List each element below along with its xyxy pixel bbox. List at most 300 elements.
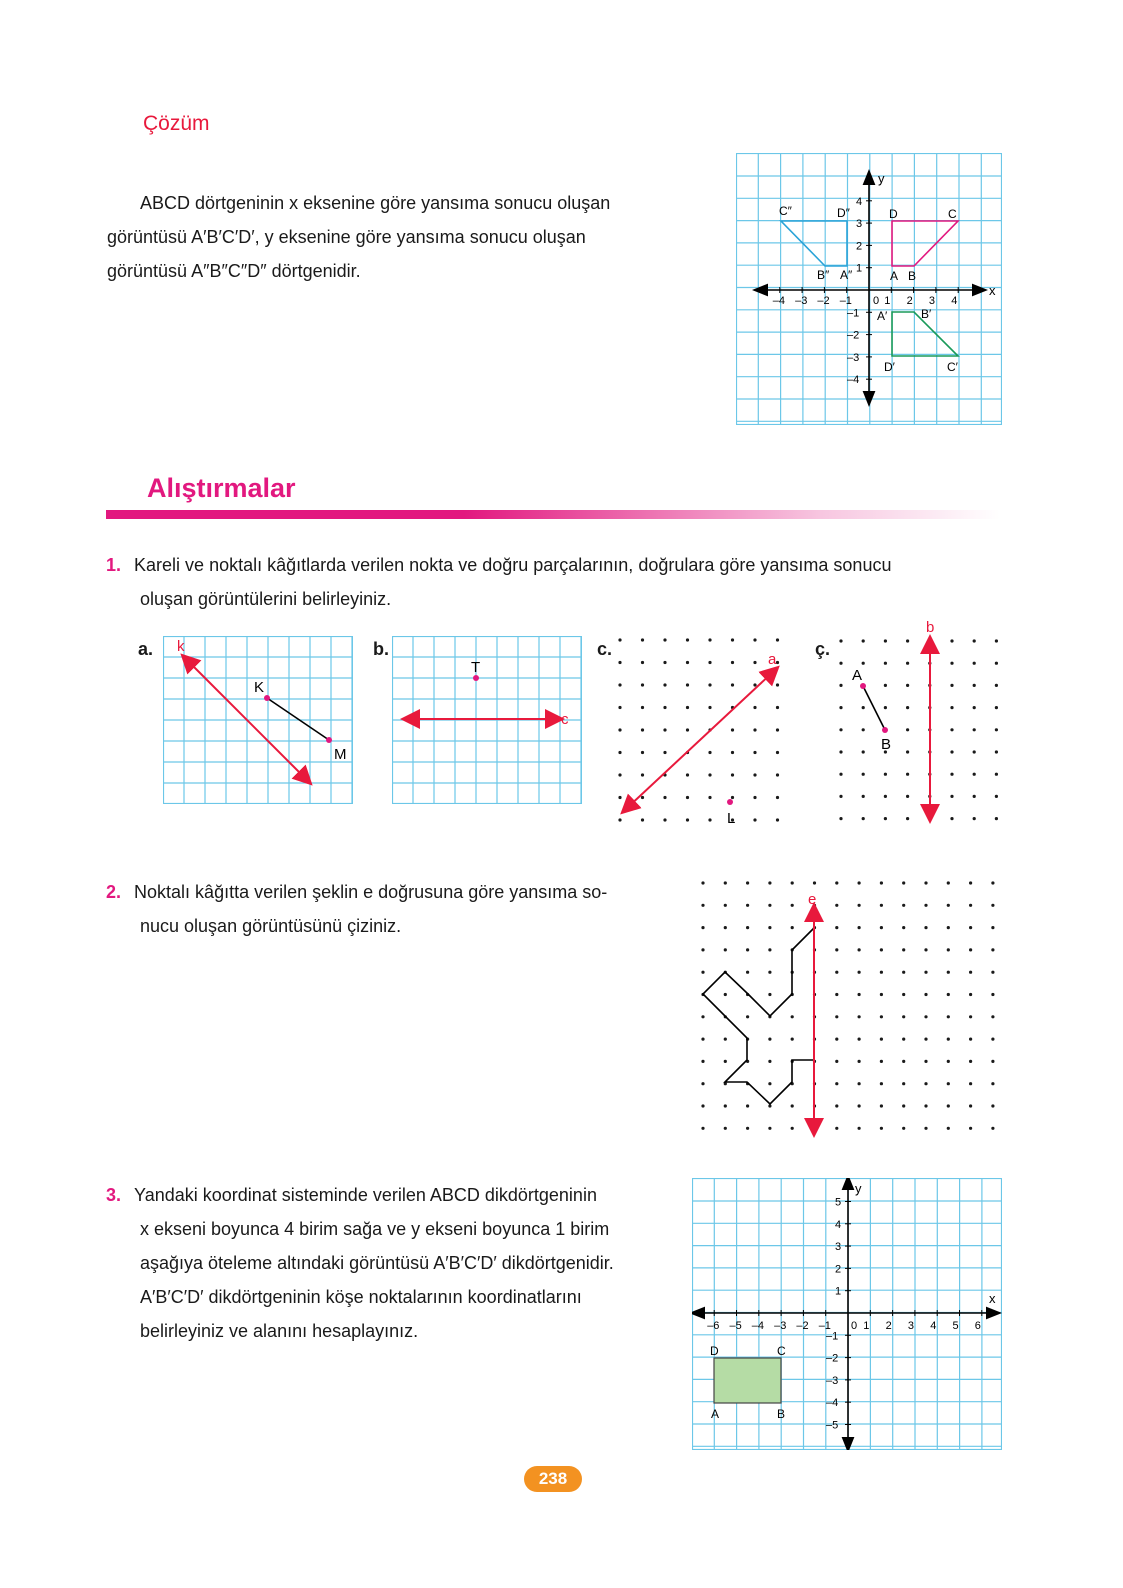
label-a: A: [890, 269, 899, 283]
grid-dot: [862, 773, 865, 776]
grid-dot: [835, 1038, 838, 1041]
x-tick-label: 0: [873, 295, 880, 307]
grid-dot: [839, 750, 842, 753]
grid-dot: [663, 683, 666, 686]
grid-dot: [973, 773, 976, 776]
grid-dot: [995, 773, 998, 776]
grid-dot: [969, 1060, 972, 1063]
grid-dot: [701, 948, 704, 951]
grid-dot: [708, 683, 711, 686]
grid-dot: [701, 926, 704, 929]
y-axis-label: y: [878, 171, 885, 186]
grid-dot: [724, 881, 727, 884]
grid-dot: [641, 818, 644, 821]
grid-dot: [858, 881, 861, 884]
grid-dot: [835, 1082, 838, 1085]
grid-dot: [924, 993, 927, 996]
y-tick-label: –1: [847, 307, 860, 320]
grid-dot: [880, 904, 883, 907]
grid-dot: [950, 817, 953, 820]
grid-dot: [663, 706, 666, 709]
grid-dot: [906, 684, 909, 687]
grid-dot: [969, 993, 972, 996]
grid-dot: [902, 948, 905, 951]
grid-dot: [947, 1060, 950, 1063]
part-d-label: ç.: [815, 639, 831, 659]
grid-dot: [618, 773, 621, 776]
grid-dot: [862, 728, 865, 731]
part-b-label: b.: [373, 639, 389, 659]
grid-dot: [902, 993, 905, 996]
grid-dot: [776, 683, 779, 686]
page-number: 238: [524, 1466, 582, 1492]
grid-dot: [902, 1127, 905, 1130]
grid-dot: [686, 706, 689, 709]
grid-dot: [858, 1038, 861, 1041]
y-tick-label: –4: [826, 1397, 839, 1410]
grid-dot: [924, 926, 927, 929]
x-tick-label: –4: [772, 295, 786, 307]
grid-dot: [724, 993, 727, 996]
grid-dot: [947, 971, 950, 974]
label-c1: C′: [947, 360, 958, 374]
grid-dot: [969, 1015, 972, 1018]
point-m: [326, 737, 332, 743]
grid-dot: [880, 1082, 883, 1085]
grid-dot: [835, 971, 838, 974]
grid-dot: [947, 948, 950, 951]
grid-dot: [641, 683, 644, 686]
grid-dot: [950, 795, 953, 798]
grid-dot: [862, 795, 865, 798]
grid-dot: [947, 993, 950, 996]
grid-dot: [902, 1038, 905, 1041]
grid-dot: [995, 750, 998, 753]
grid-dot: [641, 773, 644, 776]
grid-dot: [969, 948, 972, 951]
grid-dot: [858, 1127, 861, 1130]
grid-dot: [768, 948, 771, 951]
line-a-label: a: [768, 651, 777, 668]
grid-dot: [991, 1127, 994, 1130]
grid-dot: [708, 706, 711, 709]
grid-dot: [924, 1127, 927, 1130]
grid-dot: [791, 881, 794, 884]
grid-dot: [839, 795, 842, 798]
grid-dot: [858, 1082, 861, 1085]
label-d: D: [889, 207, 898, 221]
grid-dot: [776, 661, 779, 664]
grid-dot: [924, 1060, 927, 1063]
grid-dot: [768, 904, 771, 907]
grid-dot: [618, 728, 621, 731]
grid-dot: [995, 684, 998, 687]
grid-dot: [776, 773, 779, 776]
grid-dot: [906, 662, 909, 665]
exercise-2-figure: [692, 872, 1004, 1138]
x-tick-label: –2: [796, 1320, 809, 1332]
grid-dot: [858, 904, 861, 907]
grid-dot: [880, 1015, 883, 1018]
grid-dot: [731, 796, 734, 799]
grid-dot: [880, 881, 883, 884]
grid-dot: [858, 993, 861, 996]
x-tick-label: –4: [751, 1320, 765, 1332]
grid-dot: [724, 1038, 727, 1041]
grid-dot: [902, 904, 905, 907]
grid-dot: [858, 971, 861, 974]
grid-dot: [731, 661, 734, 664]
grid-dot: [973, 817, 976, 820]
grid-dot: [991, 971, 994, 974]
grid-dot: [776, 818, 779, 821]
rectangle-abcd: [714, 1358, 781, 1403]
label-a1: A′: [877, 309, 888, 323]
exercise-3-number: 3.: [106, 1185, 122, 1205]
y-tick-label: 4: [835, 1218, 842, 1231]
grid-dot: [835, 1104, 838, 1107]
grid-dot: [947, 881, 950, 884]
label-c2: C″: [779, 204, 792, 218]
grid-dot: [708, 818, 711, 821]
grid-dot: [663, 796, 666, 799]
grid-dot: [902, 926, 905, 929]
y-tick-label: 1: [856, 262, 863, 275]
grid-dot: [947, 926, 950, 929]
x-tick-label: –3: [795, 295, 808, 307]
grid-dot: [791, 1038, 794, 1041]
grid-dot: [724, 1060, 727, 1063]
exercises-title: Alıştırmalar: [147, 473, 296, 503]
grid-dot: [776, 706, 779, 709]
grid-dot: [686, 796, 689, 799]
x-tick-label: 5: [952, 1320, 959, 1332]
grid-dot: [991, 926, 994, 929]
grid-dot: [839, 639, 842, 642]
grid-dot: [776, 638, 779, 641]
grid-dot: [663, 638, 666, 641]
grid-dot: [731, 773, 734, 776]
point-b-label: B: [881, 736, 892, 753]
grid-dot: [991, 1060, 994, 1063]
grid-dot: [991, 948, 994, 951]
grid-dot: [924, 1015, 927, 1018]
grid-dot: [947, 1082, 950, 1085]
exercise-3-line-3: aşağıya öteleme altındaki görüntüsü A′B′C′D′ dikdörtgenidir.: [140, 1253, 614, 1273]
grid-dot: [906, 728, 909, 731]
label-b2: B″: [817, 268, 830, 282]
grid-dot: [618, 683, 621, 686]
grid-dot: [753, 796, 756, 799]
grid-dot: [701, 1015, 704, 1018]
grid-dot: [768, 1038, 771, 1041]
exercise-3-line-2: x ekseni boyunca 4 birim sağa ve y ekseni boyunca 1 birim: [140, 1219, 610, 1239]
grid-dot: [701, 881, 704, 884]
grid-dot: [880, 926, 883, 929]
grid-dot: [641, 706, 644, 709]
grid-dot: [839, 706, 842, 709]
grid-dot: [906, 773, 909, 776]
grid-dot: [839, 773, 842, 776]
grid-dot: [858, 1060, 861, 1063]
part-c-label: c.: [597, 639, 613, 659]
label-b1: B′: [921, 307, 932, 321]
grid-dot: [753, 683, 756, 686]
grid-dot: [839, 684, 842, 687]
grid-dot: [991, 1038, 994, 1041]
grid-dot: [884, 795, 887, 798]
grid-dot: [618, 638, 621, 641]
grid-dot: [791, 1015, 794, 1018]
grid-dot: [924, 971, 927, 974]
grid-dot: [746, 1104, 749, 1107]
exercise-1-number: 1.: [106, 555, 122, 575]
part-c-figure: [608, 630, 800, 826]
y-tick-label: –3: [847, 351, 860, 364]
grid-dot: [928, 817, 931, 820]
grid-dot: [924, 881, 927, 884]
given-shape: [703, 928, 814, 1104]
point-l-label: L: [727, 810, 736, 826]
grid-dot: [950, 662, 953, 665]
grid-dot: [791, 904, 794, 907]
grid-dot: [753, 818, 756, 821]
grid-dot: [753, 661, 756, 664]
grid-dot: [947, 904, 950, 907]
grid-dot: [991, 1104, 994, 1107]
grid-dot: [880, 1038, 883, 1041]
grid-dot: [701, 1127, 704, 1130]
grid-dot: [973, 750, 976, 753]
grid-dot: [950, 773, 953, 776]
grid-dot: [969, 1082, 972, 1085]
line-b-label: b: [926, 619, 935, 636]
grid-dot: [839, 662, 842, 665]
point-b: [882, 727, 888, 733]
segment-km: [267, 698, 329, 740]
grid-dot: [686, 818, 689, 821]
y-tick-label: –4: [847, 374, 860, 387]
grid-dot: [969, 926, 972, 929]
grid-dot: [880, 1060, 883, 1063]
grid-dot: [835, 926, 838, 929]
grid-dot: [906, 750, 909, 753]
grid-dot: [950, 750, 953, 753]
grid-dot: [641, 751, 644, 754]
grid-dot: [880, 948, 883, 951]
grid-dot: [724, 1104, 727, 1107]
y-tick-label: 2: [856, 240, 863, 253]
x-tick-label: 1: [884, 295, 891, 307]
y-tick-label: 3: [856, 218, 863, 231]
x-tick-label: 6: [974, 1320, 981, 1332]
grid-dot: [708, 638, 711, 641]
solution-line-1: ABCD dörtgeninin x eksenine göre yansıma sonucu oluşan: [140, 193, 611, 213]
grid-dot: [858, 1015, 861, 1018]
grid-dot: [724, 926, 727, 929]
grid-dot: [902, 1104, 905, 1107]
grid-dot: [884, 662, 887, 665]
grid-dot: [835, 881, 838, 884]
y-tick-label: –2: [847, 329, 860, 342]
grid-dot: [746, 948, 749, 951]
grid-dot: [686, 683, 689, 686]
exercise-1-line-1: Kareli ve noktalı kâğıtlarda verilen nokta ve doğru parçalarının, doğrulara göre yansıma sonucu: [134, 555, 892, 575]
grid-dot: [902, 971, 905, 974]
grid-dot: [776, 796, 779, 799]
grid-dot: [746, 904, 749, 907]
grid-dot: [995, 728, 998, 731]
grid-dot: [880, 1104, 883, 1107]
line-k-label: k: [177, 638, 185, 655]
grid-dot: [969, 1038, 972, 1041]
grid-dot: [947, 1015, 950, 1018]
x-tick-label: –2: [817, 295, 830, 307]
grid-dot: [708, 773, 711, 776]
point-k: [264, 695, 270, 701]
grid-dot: [991, 904, 994, 907]
grid-dot: [862, 662, 865, 665]
x-tick-label: 2: [885, 1320, 892, 1332]
label-c: C: [777, 1344, 786, 1358]
grid-dot: [950, 728, 953, 731]
grid-dot: [924, 1104, 927, 1107]
grid-dot: [884, 684, 887, 687]
grid-dot: [701, 971, 704, 974]
grid-dot: [731, 638, 734, 641]
grid-dot: [791, 926, 794, 929]
grid-dot: [995, 639, 998, 642]
grid-dot: [724, 904, 727, 907]
grid-dot: [839, 817, 842, 820]
grid-dot: [663, 751, 666, 754]
label-c: C: [948, 207, 957, 221]
y-tick-label: 4: [856, 195, 863, 208]
grid-dot: [969, 881, 972, 884]
grid-dot: [950, 639, 953, 642]
grid-dot: [835, 1127, 838, 1130]
solution-line-3: görüntüsü A″B″C″D″ dörtgenidir.: [107, 261, 361, 281]
grid-dot: [884, 639, 887, 642]
grid-dot: [791, 1127, 794, 1130]
grid-dot: [858, 948, 861, 951]
exercise-1-line-2: oluşan görüntülerini belirleyiniz.: [140, 589, 392, 609]
grid-dot: [924, 1082, 927, 1085]
grid-dot: [701, 1038, 704, 1041]
grid-dot: [701, 904, 704, 907]
x-axis-label: x: [989, 283, 996, 298]
exercise-2-line-2: nucu oluşan görüntüsünü çiziniz.: [140, 916, 402, 936]
grid-dot: [746, 926, 749, 929]
grid-dot: [973, 795, 976, 798]
x-tick-label: 3: [928, 295, 936, 307]
exercise-2-line-1: Noktalı kâğıtta verilen şeklin e doğrusuna göre yansıma so-: [134, 882, 608, 902]
grid-dot: [746, 881, 749, 884]
exercise-3-coordinate-figure: [692, 1178, 1002, 1450]
point-l: [727, 799, 733, 805]
part-a-label: a.: [138, 639, 154, 659]
grid-dot: [618, 818, 621, 821]
solution-coordinate-figure: [736, 153, 1002, 425]
label-b: B: [908, 269, 917, 283]
grid-dot: [753, 728, 756, 731]
grid-dot: [753, 706, 756, 709]
grid-dot: [950, 706, 953, 709]
x-tick-label: –3: [774, 1320, 787, 1332]
grid-dot: [902, 1015, 905, 1018]
label-a2: A″: [840, 268, 853, 282]
grid-dot: [791, 1104, 794, 1107]
grid-dot: [902, 1082, 905, 1085]
grid-dot: [708, 751, 711, 754]
y-tick-label: –5: [826, 1419, 839, 1432]
grid-dot: [708, 661, 711, 664]
exercise-1-text: [106, 548, 1000, 616]
label-d2: D″: [837, 206, 850, 220]
grid-dot: [858, 926, 861, 929]
x-tick-label: 1: [863, 1320, 870, 1332]
grid-dot: [701, 1082, 704, 1085]
grid-dot: [862, 706, 865, 709]
grid-dot: [753, 638, 756, 641]
grid-dot: [663, 661, 666, 664]
y-tick-label: –2: [826, 1352, 839, 1365]
grid-dot: [641, 661, 644, 664]
grid-dot: [768, 1127, 771, 1130]
grid-dot: [835, 948, 838, 951]
grid-dot: [776, 728, 779, 731]
grid-dot: [641, 728, 644, 731]
grid-dot: [731, 683, 734, 686]
grid-dot: [902, 881, 905, 884]
y-tick-label: 1: [835, 1285, 842, 1298]
grid-dot: [969, 1104, 972, 1107]
grid-dot: [973, 706, 976, 709]
label-a: A: [711, 1407, 720, 1421]
x-tick-label: 0: [851, 1320, 858, 1332]
grid-dot: [995, 795, 998, 798]
point-k-label: K: [254, 679, 265, 696]
solution-paragraph: [107, 186, 663, 288]
x-tick-label: 3: [907, 1320, 915, 1332]
grid-dot: [995, 817, 998, 820]
grid-dot: [618, 796, 621, 799]
y-tick-label: 3: [835, 1241, 842, 1254]
grid-dot: [724, 1127, 727, 1130]
grid-dot: [663, 818, 666, 821]
grid-dot: [768, 1082, 771, 1085]
grid-dot: [969, 971, 972, 974]
grid-dot: [686, 638, 689, 641]
exercise-2-text: [106, 875, 669, 943]
grid-dot: [947, 1104, 950, 1107]
grid-dot: [768, 971, 771, 974]
grid-dot: [746, 1015, 749, 1018]
x-axis-label: x: [989, 1291, 996, 1306]
x-tick-label: 2: [906, 295, 913, 307]
label-d: D: [710, 1344, 719, 1358]
y-tick-label: 2: [835, 1263, 842, 1276]
x-tick-label: 4: [951, 295, 958, 307]
exercise-3-line-5: belirleyiniz ve alanını hesaplayınız.: [140, 1321, 419, 1341]
title-underline: [106, 510, 1000, 519]
y-axis-label: y: [855, 1181, 862, 1196]
part-b-figure: [392, 636, 582, 804]
grid-dot: [924, 948, 927, 951]
grid-dot: [924, 1038, 927, 1041]
grid-dot: [862, 750, 865, 753]
grid-dot: [973, 684, 976, 687]
